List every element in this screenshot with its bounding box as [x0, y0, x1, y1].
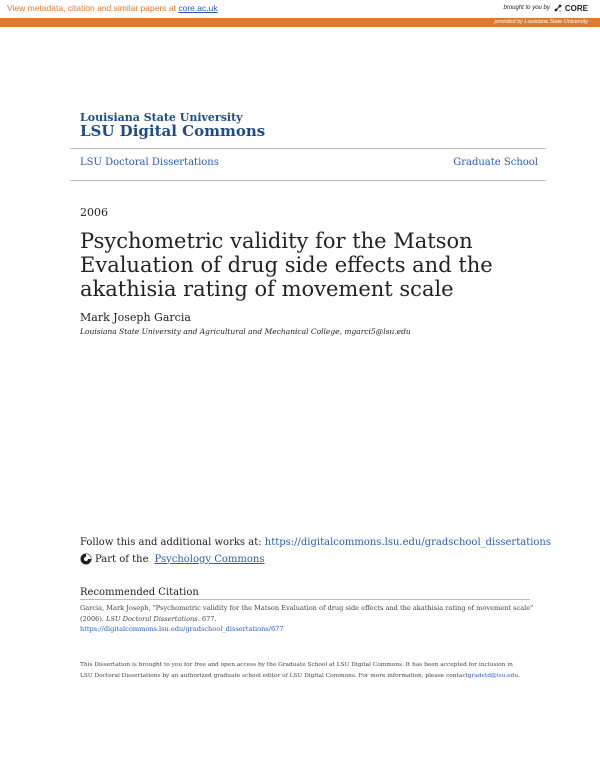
core-view-metadata — [7, 3, 218, 13]
core-logo-text: CORE — [564, 3, 588, 13]
access-footnote — [80, 660, 540, 682]
follow-works — [80, 537, 551, 548]
part-of-label: Part of the — [95, 553, 149, 565]
institution-name[interactable]: Louisiana State University — [80, 111, 243, 124]
citation-line-1: Garcia, Mark Joseph, "Psychometric validity for the Matson Evaluation of drug side effects and the akathisia rating of movement scale" — [80, 604, 534, 612]
citation-url-link[interactable]: https://digitalcommons.lsu.edu/gradschool_dissertations/677 — [80, 625, 284, 633]
citation-divider — [80, 599, 530, 600]
follow-url-link[interactable]: https://digitalcommons.lsu.edu/gradschool_dissertations — [264, 537, 552, 548]
paper-title: Psychometric validity for the Matson Evaluation of drug side effects and the akathisia rating of movement scale — [80, 229, 493, 301]
core-brought-by — [504, 3, 589, 13]
core-view-text: View metadata, citation and similar papers at — [7, 3, 179, 13]
footnote-line-2 — [80, 671, 540, 682]
contact-email-link[interactable]: gradetd@lsu.edu — [467, 673, 519, 679]
part-of — [80, 553, 264, 565]
bepress-icon — [80, 553, 92, 565]
author-name: Mark Joseph Garcia — [80, 311, 191, 324]
psychology-commons-link[interactable]: Psychology Commons — [154, 553, 265, 565]
footnote-line-2-text: LSU Doctoral Dissertations by an authorized graduate school editor of LSU Digital Commons. For more information, please contact — [80, 673, 468, 679]
citation-line-2 — [80, 614, 540, 625]
citation-journal: LSU Doctoral Dissertations — [106, 614, 198, 623]
footnote-line-1: This Dissertation is brought to you for free and open access by the Graduate School at LSU Digital Commons. It has been accepted for inclusion in — [80, 662, 513, 668]
core-link[interactable]: core.ac.uk — [178, 3, 218, 13]
core-logo-icon — [553, 3, 563, 13]
core-logo[interactable] — [553, 3, 588, 13]
author-affiliation: Louisiana State University and Agricultural and Mechanical College, mgarci5@lsu.edu — [80, 327, 411, 336]
core-brought-text: brought to you by — [503, 5, 550, 11]
recommended-citation-heading: Recommended Citation — [80, 587, 199, 598]
footnote-end: . — [518, 673, 520, 679]
citation-text — [80, 603, 540, 635]
divider-top — [70, 148, 546, 149]
publication-year: 2006 — [80, 206, 108, 219]
site-name[interactable]: LSU Digital Commons — [80, 122, 266, 140]
divider-bottom — [70, 180, 546, 181]
citation-year: (2006). — [80, 614, 107, 623]
graduate-school-link[interactable]: Graduate School — [453, 157, 538, 168]
collection-link[interactable]: LSU Doctoral Dissertations — [80, 157, 219, 168]
core-banner — [0, 0, 600, 27]
citation-number: . 677. — [197, 614, 217, 623]
core-provided-by: provided by Louisiana State University — [494, 19, 588, 25]
follow-label: Follow this and additional works at: — [80, 537, 265, 548]
